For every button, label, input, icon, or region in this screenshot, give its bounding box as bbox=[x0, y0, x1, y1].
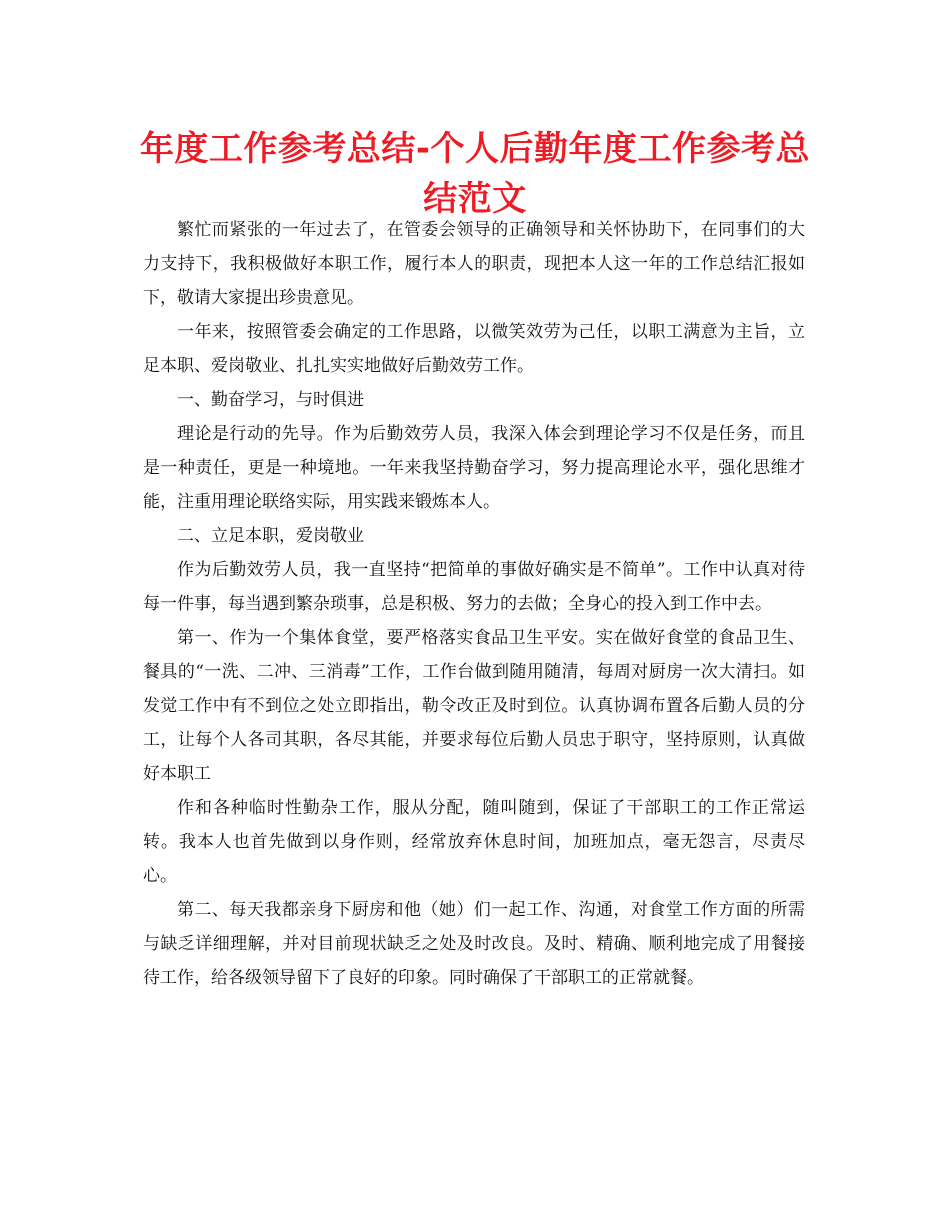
section-heading-duty: 二、立足本职，爱岗敬业 bbox=[177, 526, 364, 546]
document-title: 年度工作参考总结-个人后勤年度工作参考总结范文 bbox=[139, 129, 811, 219]
paragraph-study: 理论是行动的先导。作为后勤效劳人员，我深入体会到理论学习不仅是任务，而且是一种责任，更是一种境地。一年来我坚持勤奋学习，努力提高理论水平，强化思维才能，注重用理论联络实际，用实践来锻炼本人。 bbox=[143, 424, 805, 512]
paragraph-overview: 一年来，按照管委会确定的工作思路，以微笑效劳为己任，以职工满意为主旨，立足本职、爱岗敬业、扎扎实实地做好后勤效劳工作。 bbox=[143, 322, 805, 376]
paragraph-second-point: 第二、每天我都亲身下厨房和他（她）们一起工作、沟通，对食堂工作方面的所需与缺乏详细理解，并对目前现状缺乏之处及时改良。及时、精确、顺利地完成了用餐接待工作，给各级领导留下了良好的印象。同时确保了干部职工的正常就餐。 bbox=[143, 900, 805, 988]
paragraph-first-point: 第一、作为一个集体食堂，要严格落实食品卫生平安。实在做好食堂的食品卫生、餐具的“一洗、二冲、三消毒”工作，工作台做到随用随清，每周对厨房一次大清扫。如发觉工作中有不到位之处立即指出，勒令改正及时到位。认真协调布置各后勤人员的分工，让每个人各司其职，各尽其能，并要求每位后勤人员忠于职守，坚持原则，认真做好本职工 bbox=[143, 628, 805, 784]
paragraph-intro: 繁忙而紧张的一年过去了，在管委会领导的正确领导和关怀协助下，在同事们的大力支持下，我积极做好本职工作，履行本人的职责，现把本人这一年的工作总结汇报如下，敬请大家提出珍贵意见。 bbox=[143, 220, 805, 308]
section-heading-study: 一、勤奋学习，与时俱进 bbox=[177, 390, 364, 410]
document-body bbox=[143, 213, 805, 995]
paragraph-duty: 作为后勤效劳人员，我一直坚持“把简单的事做好确实是不简单”。工作中认真对待每一件事，每当遇到繁杂琐事，总是积极、努力的去做；全身心的投入到工作中去。 bbox=[143, 560, 805, 614]
paragraph-first-point-continued: 作和各种临时性勤杂工作，服从分配，随叫随到，保证了干部职工的工作正常运转。我本人也首先做到以身作则，经常放弃休息时间，加班加点，毫无怨言，尽责尽心。 bbox=[143, 798, 805, 886]
